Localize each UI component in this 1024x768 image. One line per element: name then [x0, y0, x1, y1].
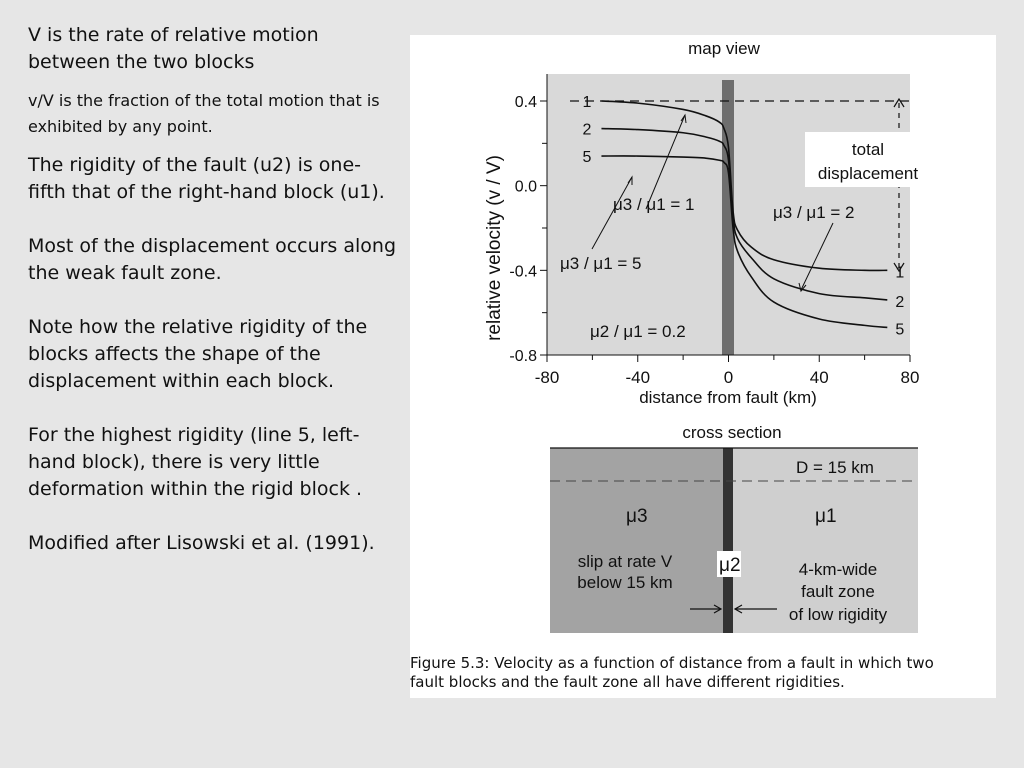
y-tick-label: 0.4 — [514, 94, 537, 111]
paragraph-highest-rigidity: For the highest rigidity (line 5, left-hand block), there is very little deformation within the rigid block . — [28, 424, 363, 500]
y-tick-label: 0.0 — [514, 178, 537, 196]
slip-text-line1: slip at rate V — [577, 552, 673, 571]
paragraph-fault-rigidity: The rigidity of the fault (u2) is one-fifth that of the right-hand block (u1). — [28, 154, 385, 203]
paragraph-citation: Modified after Lisowski et al. (1991). — [28, 532, 375, 554]
figure-graphics — [410, 35, 996, 645]
y-tick-label: -0.4 — [509, 263, 537, 281]
y-axis-label: relative velocity (v / V) — [484, 155, 505, 341]
depth-label: D = 15 km — [796, 458, 874, 477]
slide-text — [28, 22, 398, 557]
x-axis-label: distance from fault (km) — [639, 388, 817, 407]
x-tick-label: -80 — [534, 368, 560, 387]
slip-text-line2: below 15 km — [577, 573, 673, 592]
zone-text-line2: fault zone — [801, 582, 875, 601]
cross-section-title: cross section — [682, 423, 782, 442]
x-tick-label: -40 — [625, 368, 651, 387]
caption-line-2: fault blocks and the fault zone all have different rigidities. — [410, 673, 845, 691]
zone-text-line3: of low rigidity — [788, 605, 888, 624]
total-displacement-label-line2: displacement — [817, 164, 919, 183]
annotation-mu3-mu1-2: μ3 / μ1 = 2 — [773, 203, 855, 222]
x-tick-label: 80 — [900, 368, 920, 387]
paragraph-rigidity-effect: Note how the relative rigidity of the blocks affects the shape of the displacement within each block. — [28, 316, 368, 392]
series-label-right-2: 2 — [895, 293, 905, 311]
paragraph-displacement: Most of the displacement occurs along the weak fault zone. — [28, 235, 397, 284]
annotation-mu3-mu1-1: μ3 / μ1 = 1 — [613, 195, 695, 214]
mu1-label: μ1 — [815, 506, 837, 527]
y-tick-label: -0.8 — [509, 348, 537, 365]
series-label-right-1: 1 — [895, 264, 905, 282]
annotation-mu3-mu1-5: μ3 / μ1 = 5 — [560, 254, 642, 273]
total-displacement-label-line1: total — [851, 140, 885, 159]
series-label-right-5: 5 — [895, 321, 905, 339]
x-tick-label: 0 — [723, 368, 734, 387]
mu2-label: μ2 — [719, 555, 741, 576]
fault-zone-strip — [723, 448, 733, 633]
figure-caption — [410, 654, 996, 692]
series-label-left-1: 1 — [582, 94, 592, 111]
figure-5-3 — [410, 35, 996, 698]
zone-text-line1: 4-km-wide — [798, 560, 878, 579]
left-block — [550, 448, 723, 633]
paragraph-velocity-definition: V is the rate of relative motion between the two blocks — [28, 24, 319, 73]
paragraph-fraction-definition: v/V is the fraction of the total motion that is exhibited by any point. — [28, 91, 380, 136]
mu3-label: μ3 — [626, 506, 648, 527]
caption-line-1: Figure 5.3: Velocity as a function of distance from a fault in which two — [410, 654, 934, 672]
series-label-left-5: 5 — [582, 149, 592, 167]
map-view-title: map view — [688, 39, 760, 58]
x-tick-label: 40 — [809, 368, 829, 387]
annotation-mu2-mu1: μ2 / μ1 = 0.2 — [590, 322, 686, 341]
series-label-left-2: 2 — [582, 121, 592, 139]
